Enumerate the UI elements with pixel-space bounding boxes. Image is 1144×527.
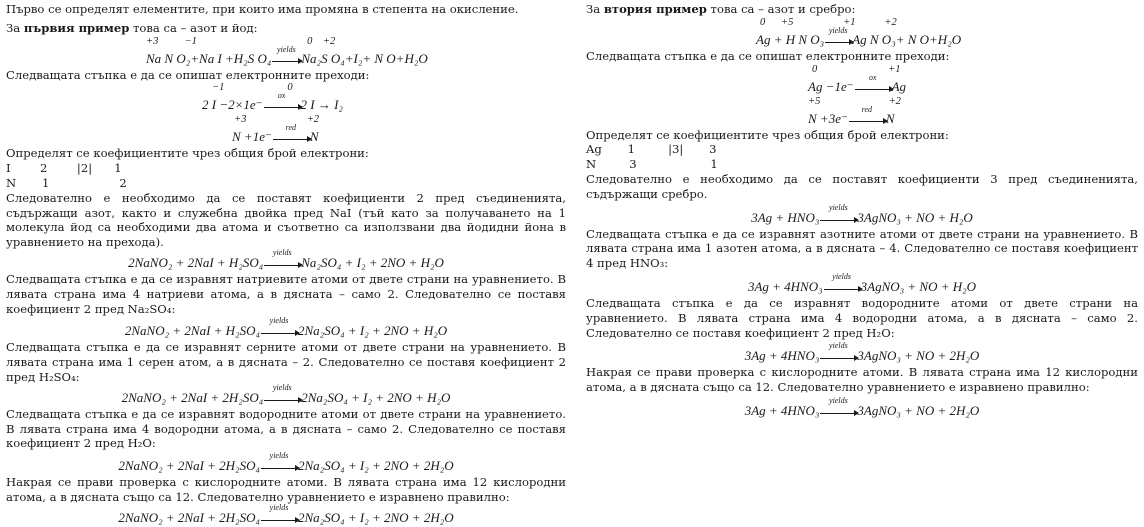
eq0-block <box>6 36 566 68</box>
eq0-arrow-label: yields <box>277 44 296 54</box>
paragraph-1: Следователно е необходимо да се поставят коефициенти 2 пред съединенията, съдържащи азот, както и служебна двойка пред NaI (тъй като за получаването на 1 молекула йод са необходими два атома и съответно са използвани два йодидни йона в уравнението на прехода). <box>6 190 566 250</box>
r-eq1-left: 3Ag + HNO₃ <box>751 209 820 225</box>
r-eq3-left: 3Ag + 4HNO₃ <box>744 348 820 364</box>
r-tr1-arrow-label: ox <box>868 72 877 82</box>
left-column <box>6 2 566 527</box>
tr1-left: 2 I −2×1e⁻ <box>202 97 263 113</box>
eq0-left: Na N O₂+Na I +H₂S O₄ <box>146 50 272 66</box>
eq2-arrow-label: yields <box>269 316 289 326</box>
eq3-left: 2NaNO₂ + 2NaI + 2H₂SO₄ <box>121 389 264 405</box>
r-tr1-arrow <box>854 74 892 95</box>
r-eq1 <box>586 202 1138 227</box>
eq0-equation <box>146 44 566 68</box>
r-tr1-oxidation-states: 0 +1 <box>812 63 901 75</box>
eq0-right: Na₂S O₄+I₂+ N O+H₂O <box>301 50 428 66</box>
tr2-equation <box>232 125 566 146</box>
paragraph-3: Следващата стъпка е да се изравнят серните атоми от двете страни на уравнението. В лявата страна има 1 серен атом, а в дясната – 2. Следователно се поставя коефициент 2 пред H₂SO₄: <box>6 340 566 384</box>
coef-intro-text: Определят се коефициентите чрез общия брой електрони: <box>6 146 369 161</box>
example1-bold: първия пример <box>23 20 130 35</box>
tr1-right: 2 I → I₂ <box>300 97 343 113</box>
r-eq2-right: 3AgNO₃ + NO + H₂O <box>860 278 977 294</box>
eq1-left: 2NaNO₂ + 2NaI + H₂SO₄ <box>128 254 264 270</box>
paragraph-4: Следващата стъпка е да се изравнят водородните атоми от двете страни на уравнението. В лявата страна има 4 водородни атома, а в дясната – само 2. Следователно се поставя коефициент 2 пред H₂O: <box>6 406 566 451</box>
step-transitions-text: Следващата стъпка е да се опишат електронните преходи: <box>6 67 370 82</box>
eq3-right: 2Na₂SO₄ + I₂ + 2NO + H₂O <box>301 389 451 405</box>
r-eq0-arrow <box>824 27 852 48</box>
eq4-right: 2Na₂SO₄ + I₂ + 2NO + 2H₂O <box>298 458 454 474</box>
eq1 <box>6 247 566 272</box>
r-tr2-equation <box>808 104 1138 128</box>
r-eq3-arrow-label: yields <box>829 341 848 351</box>
r-coef-row-2: N 3 1 <box>586 157 718 172</box>
eq4-arrow-label: yields <box>269 451 289 461</box>
r-eq0-left: Ag + H N O₃ <box>756 31 825 47</box>
r-eq4-arrow-label: yields <box>829 395 848 405</box>
r-eq2-left: 3Ag + 4HNO₃ <box>747 278 823 294</box>
eq1-arrow <box>263 249 301 271</box>
r-step-transitions-text: Следващата стъпка е да се опишат електронните преходи: <box>586 48 950 63</box>
eq4-arrow <box>260 452 298 474</box>
eq0-arrow <box>271 46 301 67</box>
r-eq3-right: 3AgNO₃ + NO + 2H₂O <box>857 348 980 364</box>
tr1-equation <box>202 93 566 114</box>
r-tr1-right: Ag <box>891 78 907 94</box>
eq1-right: Na₂SO₄ + I₂ + 2NO + H₂O <box>301 254 444 270</box>
r-tr1-left: Ag −1e⁻ <box>808 78 854 94</box>
example2-suffix: това са – азот и сребро: <box>706 2 856 16</box>
r-eq1-right: 3AgNO₃ + NO + H₂O <box>857 209 973 225</box>
r-eq1-arrow-label: yields <box>829 202 848 212</box>
eq2-left: 2NaNO₂ + 2NaI + H₂SO₄ <box>124 323 260 339</box>
eq3-arrow-label: yields <box>272 382 292 392</box>
example2-heading <box>586 2 1138 17</box>
r-tr2-right: N <box>885 110 895 126</box>
r-eq3 <box>586 343 1138 365</box>
r-eq2 <box>586 271 1138 296</box>
r-eq2-arrow <box>823 273 861 295</box>
r-tr1-block <box>586 64 1138 96</box>
eq5-arrow <box>260 504 298 526</box>
eq5 <box>6 502 566 527</box>
r-eq4-arrow <box>819 397 857 419</box>
r-eq0-equation <box>756 25 1138 49</box>
eq5-left: 2NaNO₂ + 2NaI + 2H₂SO₄ <box>118 509 260 525</box>
r-tr2-left: N +3e⁻ <box>808 110 848 126</box>
eq3 <box>6 382 566 407</box>
tr2-oxidation-states: +3 +2 <box>234 114 320 126</box>
r-coef-row-1: Ag 1 |3| 3 <box>586 142 717 157</box>
right-column <box>586 2 1138 420</box>
r-coef-intro-text: Определят се коефициентите чрез общия брой електрони: <box>586 127 949 142</box>
eq5-arrow-label: yields <box>269 502 289 512</box>
r-paragraph-2: Следващата стъпка е да се изравнят азотните атоми от двете страни на уравнението. В лявата страна има 1 азотен атома, а в дясната – 4. Следователно се поставя коефициент 4 пред HNO₃: <box>586 226 1138 271</box>
eq5-right: 2Na₂SO₄ + I₂ + 2NO + 2H₂O <box>298 509 454 525</box>
r-tr2-block <box>586 96 1138 128</box>
r-eq0-block <box>586 17 1138 49</box>
example1-prefix: За <box>6 20 24 35</box>
r-eq4-right: 3AgNO₃ + NO + 2H₂O <box>857 402 980 418</box>
r-paragraph-1: Следователно е необходимо да се поставят коефициенти 3 пред съединенията, съдържащи сребро. <box>586 171 1138 201</box>
eq1-arrow-label: yields <box>272 247 292 257</box>
r-eq1-arrow <box>819 204 857 226</box>
example2-prefix: За <box>586 2 604 16</box>
eq3-arrow <box>263 384 301 406</box>
r-eq2-arrow-label: yields <box>832 271 851 281</box>
eq2-arrow <box>260 317 298 339</box>
r-eq3-arrow <box>819 342 857 364</box>
paragraph-5: Накрая се прави проверка с кислородните атоми. В лявата страна има 12 кислородни атома, а в дясната също са 12. Следователно уравнението е изравнено правилно: <box>6 475 566 504</box>
coef-row-1: I 2 |2| 1 <box>6 161 122 176</box>
r-eq0-arrow-label: yields <box>828 25 848 35</box>
r-tr1-equation <box>808 72 1138 96</box>
r-paragraph-3: Следващата стъпка е да се изравнят водородните атоми от двете страни на уравнението. В лявата страна има 4 водородни атома, а в дясната – само 2. Следователно се поставя коефициент 2 пред H₂O: <box>586 295 1138 340</box>
tr2-left: N +1e⁻ <box>232 129 272 145</box>
eq4-left: 2NaNO₂ + 2NaI + 2H₂SO₄ <box>118 458 260 474</box>
example1-suffix: това са – азот и йод: <box>129 20 258 35</box>
tr2-arrow-label: red <box>285 123 297 133</box>
eq4 <box>6 453 566 475</box>
r-eq0-oxidation-states: 0 +5 +1 +2 <box>760 16 897 28</box>
r-eq4-left: 3Ag + 4HNO₃ <box>744 402 820 418</box>
tr2-right: N <box>309 129 319 145</box>
tr1-oxidation-states: −1 0 <box>212 82 293 94</box>
r-tr2-arrow-label: red <box>861 104 873 114</box>
r-eq4 <box>586 395 1138 420</box>
eq2 <box>6 318 566 340</box>
r-eq0-right: Ag N O₃+ N O+H₂O <box>852 31 962 47</box>
r-tr2-oxidation-states: +5 +2 <box>808 95 901 107</box>
tr1-block <box>6 82 566 114</box>
example2-bold: втория пример <box>603 2 707 16</box>
tr1-arrow <box>263 92 301 113</box>
r-paragraph-4: Накрая се прави проверка с кислородните атоми. В лявата страна има 12 кислородни атома, а в дясната също са 12. Следователно уравнението е изравнено правилно: <box>586 365 1138 395</box>
eq0-oxidation-states: +3 −1 0 +2 <box>146 35 336 47</box>
tr1-arrow-label: ox <box>277 91 286 101</box>
eq2-right: 2Na₂SO₄ + I₂ + 2NO + H₂O <box>298 323 448 339</box>
example1-heading <box>6 21 566 36</box>
intro-text: Първо се определят елементите, при които има промяна в степента на окисление. <box>6 2 519 16</box>
tr2-block <box>6 114 566 146</box>
tr2-arrow <box>272 124 310 145</box>
paragraph-2: Следващата стъпка е да се изравнят натриевите атоми от двете страни на уравнението. В лявата страна има 4 натриеви атома, а в дясната – само 2. Следователно се поставя коефициент 2 пред Na₂SO₄: <box>6 271 566 316</box>
coef-row-2: N 1 2 <box>6 175 127 190</box>
r-tr2-arrow <box>848 106 886 127</box>
